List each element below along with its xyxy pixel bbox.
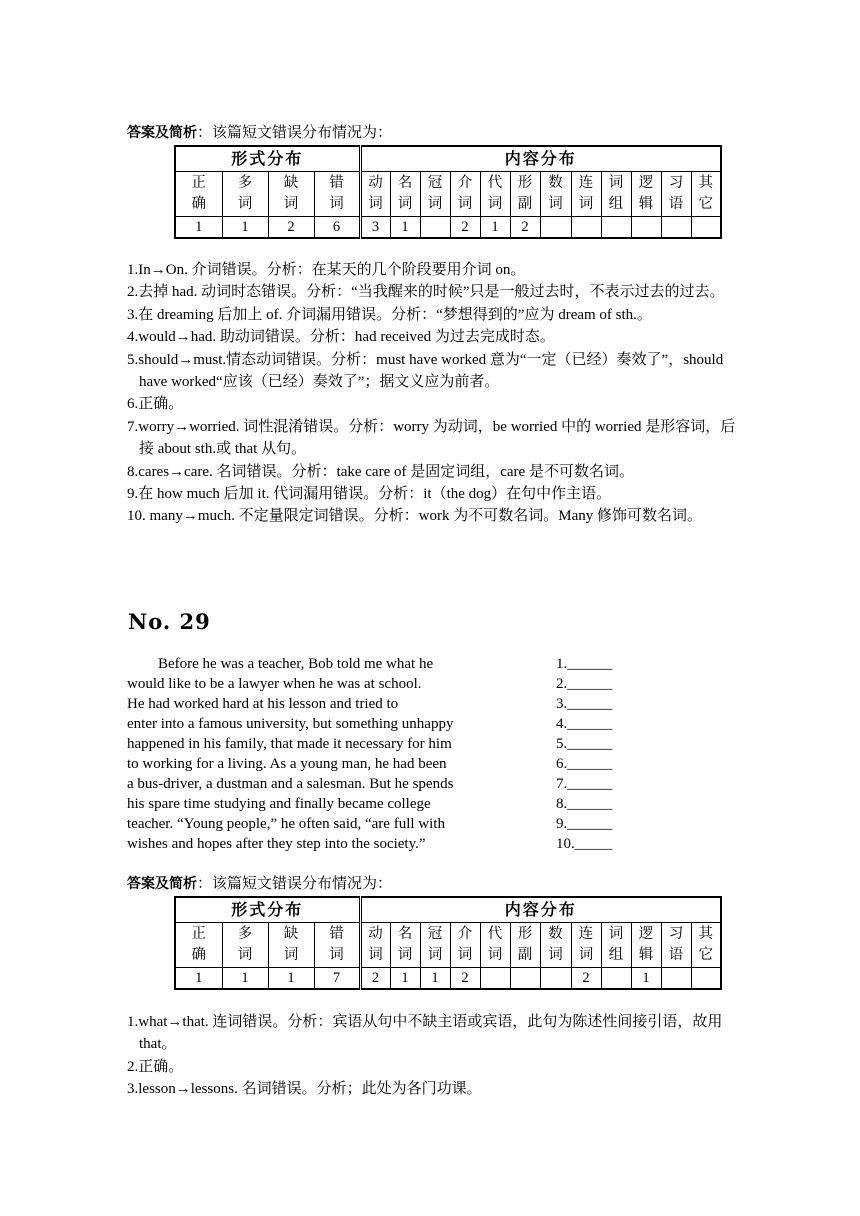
category-char: 词 <box>487 196 503 212</box>
category-cell <box>661 923 691 968</box>
category-cell <box>450 172 480 217</box>
form-distribution-header: 形式分布 <box>175 897 360 923</box>
value-cell <box>420 217 450 239</box>
category-char: 动 <box>368 926 383 942</box>
category-char: 数 <box>548 175 563 191</box>
answer-blank: 3.______ <box>556 696 613 712</box>
value-cell: 1 <box>175 217 222 239</box>
category-char: 词 <box>329 196 344 212</box>
category-char: 词 <box>237 196 253 212</box>
passage-line: He had worked hard at his lesson and tried to <box>127 696 399 712</box>
category-char: 习 <box>668 926 684 942</box>
passage-line: to working for a living. As a young man, he had been <box>127 756 447 772</box>
category-char: 辑 <box>638 947 654 963</box>
answer-note: 7.worry→worried. 词性混淆错误。分析：worry 为动词，be worried 中的 worried 是形容词，后接 about sth.或 that 从句。 <box>127 418 736 458</box>
category-char: 错 <box>329 175 344 191</box>
answer-blank: 7.______ <box>556 776 613 792</box>
category-cell <box>540 172 571 217</box>
value-cell: 2 <box>571 968 601 990</box>
value-cell: 7 <box>314 968 360 990</box>
category-cell <box>571 923 601 968</box>
category-cell <box>631 923 661 968</box>
category-char: 词 <box>427 947 443 963</box>
answer-heading-1 <box>127 124 392 142</box>
answer-heading-text: ：该篇短文错误分布情况为： <box>197 125 393 141</box>
category-cell <box>420 923 450 968</box>
answer-blank: 8.______ <box>556 796 613 812</box>
category-char: 词 <box>457 947 473 963</box>
exercise-title: No. 29 <box>128 609 211 634</box>
category-char: 错 <box>329 926 344 942</box>
answer-blank: 6.______ <box>556 756 613 772</box>
category-char: 词 <box>427 196 443 212</box>
category-char: 它 <box>698 947 714 963</box>
category-char: 它 <box>698 196 714 212</box>
value-cell: 2 <box>450 968 480 990</box>
category-char: 词 <box>329 947 344 963</box>
category-cell <box>691 923 721 968</box>
category-cell <box>691 172 721 217</box>
content-distribution-header: 内容分布 <box>360 897 721 923</box>
category-char: 词 <box>397 947 413 963</box>
answer-heading-bold: 答案及简析 <box>127 876 197 892</box>
value-cell: 3 <box>360 217 390 239</box>
category-cell <box>268 923 314 968</box>
category-cell <box>360 923 390 968</box>
category-char: 词 <box>283 947 299 963</box>
category-cell <box>222 172 268 217</box>
category-char: 缺 <box>283 926 299 942</box>
value-cell <box>540 968 571 990</box>
category-char: 确 <box>191 947 206 963</box>
category-char: 词 <box>608 175 624 191</box>
category-char: 形 <box>517 175 533 191</box>
category-char: 词 <box>397 196 413 212</box>
category-char: 语 <box>668 947 684 963</box>
category-char: 动 <box>368 175 383 191</box>
category-cell <box>175 923 222 968</box>
value-row <box>175 968 721 990</box>
answer-note: 2.正确。 <box>127 1058 184 1075</box>
answer-blank: 9.______ <box>556 816 613 832</box>
category-cell <box>540 923 571 968</box>
passage-line: happened in his family, that made it necessary for him <box>127 736 452 752</box>
category-char: 多 <box>237 926 253 942</box>
category-char: 词 <box>457 196 473 212</box>
answer-note: 8.cares→care. 名词错误。分析：take care of 是固定词组，care 是不可数名词。 <box>127 463 634 480</box>
category-char: 词 <box>368 947 383 963</box>
category-char: 词 <box>368 196 383 212</box>
category-char: 缺 <box>283 175 299 191</box>
category-char: 代 <box>487 175 503 191</box>
category-row <box>175 172 721 217</box>
category-char: 词 <box>578 947 594 963</box>
value-cell <box>661 217 691 239</box>
value-cell <box>540 217 571 239</box>
category-char: 其 <box>698 175 714 191</box>
category-char: 辑 <box>638 196 654 212</box>
passage-line: teacher. “Young people,” he often said, “are full with <box>127 816 445 832</box>
category-char: 逻 <box>638 926 654 942</box>
value-cell: 1 <box>631 968 661 990</box>
category-char: 词 <box>548 196 563 212</box>
answer-blank: 5.______ <box>556 736 613 752</box>
category-cell <box>631 172 661 217</box>
answer-note: 3.lesson→lessons. 名词错误。分析；此处为各门功课。 <box>127 1081 482 1098</box>
answer-note: 2.去掉 had. 动词时态错误。分析：“当我醒来的时候”只是一般过去时，不表示过去的过去。 <box>127 284 725 301</box>
value-row <box>175 217 721 239</box>
answer-notes-2 <box>127 1011 742 1101</box>
answer-note: 3.在 dreaming 后加上 of. 介词漏用错误。分析：“梦想得到的”应为 dream of sth.。 <box>127 306 652 323</box>
category-char: 副 <box>517 947 533 963</box>
value-cell <box>601 968 631 990</box>
answer-heading-bold: 答案及简析 <box>127 125 197 141</box>
answer-blank: 1.______ <box>556 656 613 672</box>
value-cell <box>480 968 510 990</box>
category-cell <box>510 923 540 968</box>
answer-blank: 2.______ <box>556 676 613 692</box>
answer-notes-1 <box>127 259 742 528</box>
category-cell <box>390 923 420 968</box>
value-cell: 1 <box>175 968 222 990</box>
answer-note: 4.would→had. 助动词错误。分析：had received 为过去完成时态。 <box>127 329 555 346</box>
category-char: 数 <box>548 926 563 942</box>
category-char: 习 <box>668 175 684 191</box>
value-cell: 1 <box>390 968 420 990</box>
passage-line: a bus-driver, a dustman and a salesman. But he spends <box>127 776 454 792</box>
passage-line: enter into a famous university, but something unhappy <box>127 716 454 732</box>
category-char: 代 <box>487 926 503 942</box>
value-cell <box>631 217 661 239</box>
passage-line: wishes and hopes after they step into the society.” <box>127 836 426 852</box>
category-cell <box>601 923 631 968</box>
answer-note: 1.what→that. 连词错误。分析：宾语从句中不缺主语或宾语，此句为陈述性间接引语，故用 that。 <box>127 1014 723 1053</box>
category-char: 词 <box>578 196 594 212</box>
category-char: 组 <box>608 947 624 963</box>
category-char: 多 <box>237 175 253 191</box>
category-char: 连 <box>578 175 594 191</box>
passage-line: would like to be a lawyer when he was at school. <box>127 676 422 692</box>
content-distribution-header: 内容分布 <box>360 146 721 172</box>
passage-line: his spare time studying and finally became college <box>127 796 431 812</box>
category-cell <box>314 172 360 217</box>
value-cell <box>571 217 601 239</box>
category-char: 介 <box>457 175 473 191</box>
category-cell <box>661 172 691 217</box>
category-char: 确 <box>191 196 206 212</box>
value-cell: 2 <box>450 217 480 239</box>
category-char: 副 <box>517 196 533 212</box>
value-cell: 1 <box>420 968 450 990</box>
category-row <box>175 923 721 968</box>
form-distribution-header: 形式分布 <box>175 146 360 172</box>
category-char: 词 <box>283 196 299 212</box>
answer-note: 1.In→On. 介词错误。分析：在某天的几个阶段要用介词 on。 <box>127 262 526 278</box>
category-cell <box>222 923 268 968</box>
answer-heading-2 <box>127 875 392 893</box>
value-cell <box>601 217 631 239</box>
value-cell: 2 <box>510 217 540 239</box>
value-cell <box>691 217 721 239</box>
category-cell <box>601 172 631 217</box>
category-char: 名 <box>397 175 413 191</box>
value-cell: 1 <box>222 217 268 239</box>
category-char: 词 <box>237 947 253 963</box>
category-char: 冠 <box>427 175 443 191</box>
answer-heading-text: ：该篇短文错误分布情况为： <box>197 876 393 892</box>
category-char: 冠 <box>427 926 443 942</box>
category-char: 介 <box>457 926 473 942</box>
error-distribution-table-1 <box>174 145 722 239</box>
category-cell <box>175 172 222 217</box>
value-cell: 2 <box>268 217 314 239</box>
category-char: 组 <box>608 196 624 212</box>
error-distribution-table-2 <box>174 896 722 990</box>
value-cell <box>510 968 540 990</box>
category-char: 逻 <box>638 175 654 191</box>
answer-note: 10. many→much. 不定量限定词错误。分析：work 为不可数名词。Many 修饰可数名词。 <box>127 508 702 525</box>
answer-note: 6.正确。 <box>127 396 184 413</box>
category-char: 正 <box>191 175 206 191</box>
category-cell <box>510 172 540 217</box>
category-char: 正 <box>191 926 206 942</box>
category-char: 词 <box>608 926 624 942</box>
category-cell <box>480 923 510 968</box>
category-char: 词 <box>487 947 503 963</box>
answer-blank: 4.______ <box>556 716 613 732</box>
category-cell <box>360 172 390 217</box>
passage-line: Before he was a teacher, Bob told me what he <box>158 656 434 672</box>
category-cell <box>314 923 360 968</box>
category-cell <box>268 172 314 217</box>
answer-note: 9.在 how much 后加 it. 代词漏用错误。分析：it（the dog）在句中作主语。 <box>127 486 612 503</box>
category-cell <box>450 923 480 968</box>
value-cell <box>661 968 691 990</box>
answer-blanks <box>556 654 612 854</box>
value-cell: 1 <box>222 968 268 990</box>
answer-blank: 10._____ <box>556 836 613 852</box>
category-cell <box>571 172 601 217</box>
category-char: 名 <box>397 926 413 942</box>
answer-note: 5.should→must.情态动词错误。分析：must have worked 意为“一定（已经）奏效了”，should have worked“应该（已经）奏效了”；据文义应为前者。 <box>127 351 724 391</box>
value-cell: 2 <box>360 968 390 990</box>
category-char: 其 <box>698 926 714 942</box>
category-char: 词 <box>548 947 563 963</box>
value-cell <box>691 968 721 990</box>
value-cell: 6 <box>314 217 360 239</box>
category-cell <box>390 172 420 217</box>
category-cell <box>420 172 450 217</box>
category-cell <box>480 172 510 217</box>
category-char: 语 <box>668 196 684 212</box>
value-cell: 1 <box>480 217 510 239</box>
exercise-passage <box>127 654 527 854</box>
category-char: 形 <box>517 926 533 942</box>
value-cell: 1 <box>268 968 314 990</box>
value-cell: 1 <box>390 217 420 239</box>
category-char: 连 <box>578 926 594 942</box>
